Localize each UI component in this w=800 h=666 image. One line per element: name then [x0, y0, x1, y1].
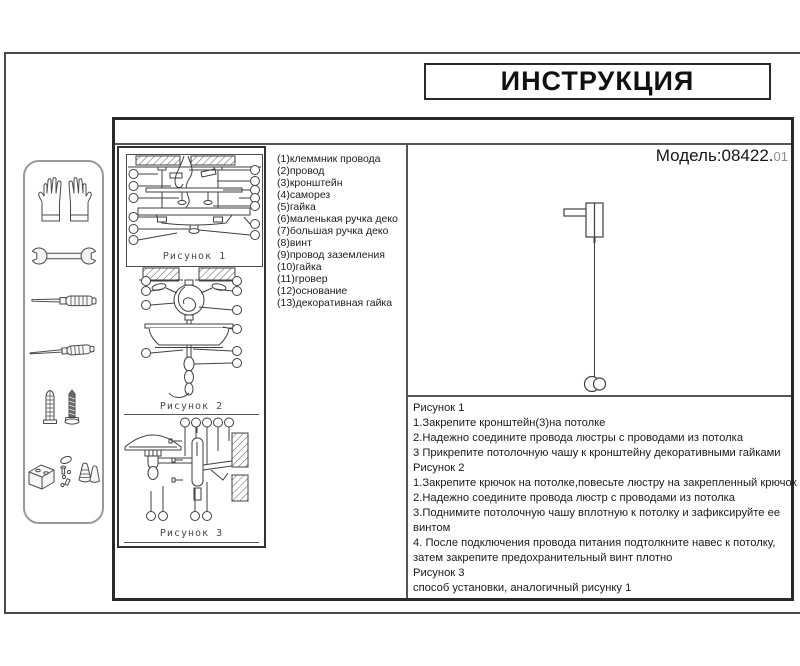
header-divider [115, 143, 791, 145]
figure3-rule [124, 542, 259, 543]
figure2-caption: Рисунок 2 [159, 401, 224, 412]
part-list-item: (7)большая ручка деко [277, 225, 389, 237]
screwdriver-flat-icon [28, 338, 98, 362]
model-suffix: 01 [773, 149, 788, 164]
part-list-item: (5)гайка [277, 201, 316, 213]
figure2-diagram [119, 267, 264, 399]
part-list-item: (3)кронштейн [277, 177, 343, 189]
instruction-line: Рисунок 1 [413, 402, 465, 414]
wall-anchor-screw-icon [38, 388, 88, 426]
part-list-item: (9)провод заземления [277, 249, 385, 261]
figure2-rule [124, 414, 259, 415]
instruction-line: Рисунок 3 [413, 567, 465, 579]
instruction-line: 3.Поднимите потолочную чашу вплотную к потолку и зафиксируйте ее [413, 507, 781, 519]
figures-panel [117, 146, 266, 548]
hardware-parts-icon [26, 452, 102, 494]
model-label: Модель:08422. [655, 146, 774, 165]
screwdriver-icon [30, 292, 98, 308]
pendant-lamp-drawing [540, 195, 660, 400]
instruction-line: 1.Закрепите кронштейн(3)на потолке [413, 417, 606, 429]
wrench-icon [30, 246, 98, 266]
part-list-item: (8)винт [277, 237, 312, 249]
figure1-caption: Рисунок 1 [162, 251, 227, 262]
parts-list [277, 153, 399, 309]
tools-sidebar [23, 160, 104, 524]
instruction-line: 2.Надежно соедините провода люстры с проводами из потолка [413, 432, 744, 444]
part-list-item: (2)провод [277, 165, 325, 177]
part-list-item: (6)маленькая ручка деко [277, 213, 398, 225]
figure3-diagram [119, 416, 264, 528]
instruction-line: 1.Закрепите крючок на потолке,повесьте люстру на закрепленный крючок [413, 477, 797, 489]
figure3-caption: Рисунок 3 [159, 528, 224, 539]
part-list-item: (11)гровер [277, 273, 328, 285]
figure1-diagram [127, 155, 262, 251]
part-list-item: (13)декоративная гайка [277, 297, 393, 309]
instruction-line: затем закрепите предохранительный винт плотно [413, 552, 673, 564]
instruction-line: способ установки, аналогичный рисунку 1 [413, 582, 632, 594]
main-panel [112, 117, 797, 601]
instruction-line: 4. После подключения провода питания подтолкните навес к потолку, [413, 537, 776, 549]
instruction-title-box [424, 63, 771, 100]
part-list-item: (1)клеммник провода [277, 153, 381, 165]
gloves-icon [36, 176, 94, 224]
instruction-line: винтом [413, 522, 451, 534]
instruction-line: 2.Надежно соедините провода люстр с проводами из потолка [413, 492, 735, 504]
part-list-item: (10)гайка [277, 261, 322, 273]
assembly-instructions [413, 401, 797, 596]
part-list-item: (4)саморез [277, 189, 331, 201]
page-title: ИНСТРУКЦИЯ [500, 66, 695, 96]
instruction-line: 3 Прикрепите потолочную чашу к кронштейну декоративными гайками [413, 447, 781, 459]
instruction-line: Рисунок 2 [413, 462, 465, 474]
model-number [656, 146, 788, 166]
vertical-divider [406, 143, 408, 598]
part-list-item: (12)основание [277, 285, 348, 297]
figure1-panel [126, 154, 263, 267]
